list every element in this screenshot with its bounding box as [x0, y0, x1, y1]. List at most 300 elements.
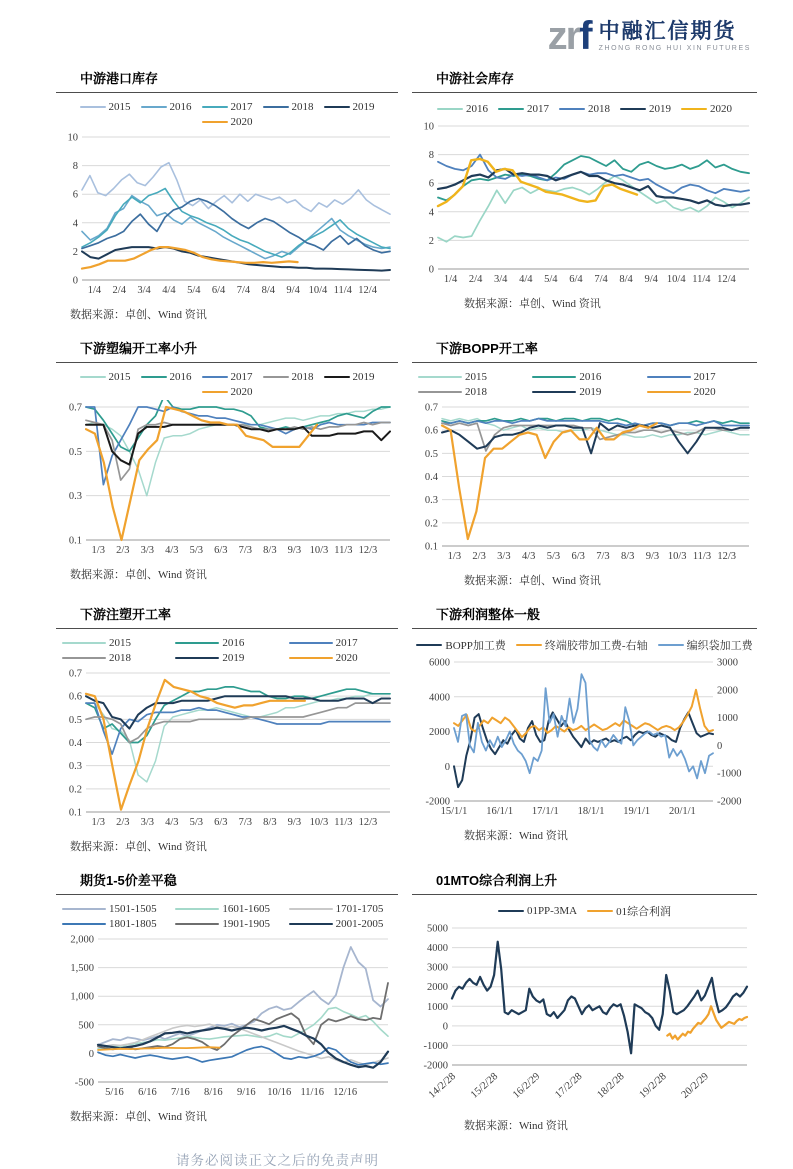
legend-item: [416, 637, 506, 653]
legend-label: 2016: [222, 637, 245, 649]
legend-label: 2020: [230, 386, 253, 398]
svg-text:0.6: 0.6: [424, 425, 438, 437]
chart-title: 下游BOPP开工率: [412, 336, 757, 363]
legend-swatch: [532, 376, 576, 379]
legend-item: [498, 103, 549, 115]
svg-text:2/4: 2/4: [112, 285, 126, 296]
legend-swatch: [324, 376, 350, 379]
legend-label: 2018: [291, 371, 314, 383]
svg-text:500: 500: [78, 1020, 94, 1032]
svg-text:18/2/28: 18/2/28: [595, 1071, 627, 1101]
svg-text:7/3: 7/3: [596, 551, 610, 562]
legend-item: [175, 918, 278, 930]
logo-f-text: f: [579, 14, 591, 58]
svg-text:0.4: 0.4: [424, 472, 438, 483]
chart-legend: [412, 637, 757, 653]
svg-text:15/2/28: 15/2/28: [468, 1071, 501, 1101]
legend-label: 2020: [230, 116, 253, 128]
legend-label: 2015: [108, 371, 131, 383]
svg-text:3/3: 3/3: [497, 551, 511, 562]
svg-text:10: 10: [67, 132, 78, 144]
legend-item: [418, 386, 522, 398]
svg-text:3000: 3000: [427, 962, 448, 974]
legend-item: [62, 918, 165, 930]
legend-label: 2019: [579, 386, 602, 398]
chart-downstream-profit: [412, 602, 757, 854]
chart-plot: [412, 655, 757, 823]
legend-swatch: [289, 908, 333, 911]
chart-futures-1-5-spread: [56, 868, 398, 1133]
legend-label: 1701-1705: [335, 903, 384, 915]
legend-swatch: [647, 376, 691, 379]
svg-text:0.3: 0.3: [68, 491, 82, 503]
legend-swatch: [532, 391, 576, 394]
svg-text:19/2/28: 19/2/28: [637, 1071, 669, 1101]
legend-item: [263, 371, 314, 383]
legend-item: [498, 905, 577, 917]
legend-swatch: [416, 644, 442, 647]
svg-text:0.4: 0.4: [68, 738, 82, 749]
legend-swatch: [658, 644, 684, 647]
legend-item: [289, 652, 392, 664]
svg-text:20/2/29: 20/2/29: [679, 1071, 711, 1101]
svg-text:9/3: 9/3: [645, 551, 660, 562]
svg-text:8/3: 8/3: [620, 551, 635, 562]
legend-label: 2018: [291, 101, 314, 113]
svg-text:18/1/1: 18/1/1: [577, 806, 605, 817]
svg-text:3/4: 3/4: [493, 274, 508, 285]
legend-label: 2017: [230, 371, 253, 383]
svg-text:0.7: 0.7: [424, 402, 438, 414]
svg-text:4000: 4000: [427, 943, 448, 955]
svg-text:14/2/28: 14/2/28: [426, 1071, 459, 1101]
company-logo: [548, 16, 751, 56]
legend-label: 2017: [527, 103, 549, 115]
legend-label: 2016: [579, 371, 602, 383]
svg-text:0.3: 0.3: [424, 495, 438, 507]
svg-text:5/4: 5/4: [187, 285, 201, 296]
svg-text:11/3: 11/3: [692, 551, 712, 562]
svg-text:4/3: 4/3: [165, 545, 179, 556]
svg-text:2000: 2000: [429, 727, 450, 738]
legend-swatch: [175, 923, 219, 926]
svg-text:0: 0: [88, 1048, 94, 1060]
svg-text:9/16: 9/16: [236, 1087, 256, 1098]
svg-text:10/4: 10/4: [308, 285, 328, 296]
svg-text:9/4: 9/4: [644, 274, 658, 285]
legend-item: [587, 903, 671, 919]
chart-port-inventory: [56, 66, 398, 322]
svg-text:8/3: 8/3: [263, 545, 277, 556]
legend-label: 2017: [693, 371, 716, 383]
svg-text:10/3: 10/3: [309, 817, 329, 828]
legend-item: [559, 103, 610, 115]
legend-item: [175, 652, 278, 664]
page-header: [56, 10, 751, 62]
company-name-cn: 中融汇信期货: [598, 20, 737, 43]
legend-label: 2019: [352, 371, 375, 383]
legend-label: 1501-1505: [109, 903, 157, 915]
svg-text:7/16: 7/16: [171, 1087, 190, 1098]
svg-text:0.1: 0.1: [68, 535, 82, 547]
legend-label: 2017: [335, 637, 358, 649]
chart-legend: [412, 371, 757, 398]
legend-swatch: [175, 908, 219, 911]
chart-title: 下游塑编开工率小升: [56, 336, 398, 363]
svg-text:4: 4: [72, 218, 78, 230]
legend-swatch: [62, 657, 106, 660]
chart-plot: [412, 400, 757, 568]
svg-text:6: 6: [72, 189, 78, 201]
svg-text:1/3: 1/3: [447, 551, 462, 562]
svg-text:4000: 4000: [429, 692, 450, 704]
legend-item: [647, 371, 751, 383]
chart-title: 下游利润整体一般: [412, 602, 757, 629]
svg-text:7/3: 7/3: [238, 545, 253, 556]
legend-label: 终端胶带加工费-右轴: [544, 640, 648, 652]
svg-text:12/3: 12/3: [358, 545, 378, 556]
chart-plot: [56, 932, 398, 1104]
svg-text:5/16: 5/16: [105, 1087, 124, 1098]
legend-swatch: [289, 923, 333, 926]
chart-plot: [56, 666, 398, 834]
svg-text:0.6: 0.6: [68, 691, 82, 703]
svg-text:8/3: 8/3: [263, 817, 277, 828]
legend-label: 2001-2005: [335, 918, 384, 930]
legend-label: 编织袋加工费: [686, 640, 753, 652]
chart-plot: [56, 400, 398, 562]
legend-swatch: [263, 106, 289, 109]
legend-swatch: [289, 642, 333, 645]
svg-text:2,000: 2,000: [70, 934, 94, 946]
legend-label: 2018: [109, 652, 131, 664]
svg-text:10: 10: [423, 121, 434, 133]
svg-text:6/16: 6/16: [138, 1087, 157, 1098]
legend-item: [62, 903, 165, 915]
svg-text:6/3: 6/3: [214, 817, 228, 828]
legend-item: [263, 101, 314, 113]
legend-swatch: [647, 391, 691, 394]
legend-swatch: [437, 108, 463, 111]
legend-swatch: [62, 908, 106, 911]
legend-label: 1601-1605: [222, 903, 270, 915]
svg-text:20/1/1: 20/1/1: [668, 806, 696, 817]
legend-swatch: [289, 657, 333, 660]
svg-text:2/4: 2/4: [468, 274, 483, 285]
legend-label: 2015: [108, 101, 131, 113]
legend-swatch: [498, 910, 524, 913]
svg-text:8/16: 8/16: [204, 1087, 223, 1098]
chart-legend: [412, 903, 757, 919]
svg-text:3000: 3000: [717, 657, 738, 669]
legend-label: 2016: [466, 103, 488, 115]
legend-swatch: [80, 376, 106, 379]
svg-text:0.7: 0.7: [68, 668, 82, 680]
chart-legend: [56, 637, 398, 664]
svg-text:0: 0: [444, 761, 450, 773]
svg-text:7/4: 7/4: [594, 274, 608, 285]
disclaimer-text: 请务必阅读正文之后的免责声明: [176, 1153, 379, 1168]
svg-text:2/3: 2/3: [116, 545, 130, 556]
svg-text:6/4: 6/4: [211, 285, 226, 296]
chart-title: 中游港口库存: [56, 66, 398, 93]
svg-text:-1000: -1000: [423, 1040, 448, 1052]
legend-label: 1801-1805: [109, 918, 157, 930]
svg-text:9/4: 9/4: [286, 285, 300, 296]
svg-text:11/3: 11/3: [334, 545, 353, 556]
svg-text:0: 0: [72, 275, 78, 287]
legend-item: [80, 101, 131, 113]
chart-injection-operating-rate: [56, 602, 398, 854]
legend-swatch: [202, 121, 228, 124]
svg-text:-2000: -2000: [423, 1060, 448, 1072]
svg-text:2000: 2000: [427, 982, 448, 994]
chart-plot: [412, 119, 757, 291]
legend-item: [62, 652, 165, 664]
svg-text:17/2/28: 17/2/28: [553, 1071, 585, 1101]
svg-text:4/3: 4/3: [521, 551, 536, 562]
chart-title: 下游注塑开工率: [56, 602, 398, 629]
chart-source: 数据来源：卓创、Wind 资讯: [70, 569, 207, 581]
legend-item: [324, 371, 375, 383]
legend-label: 2018: [465, 386, 487, 398]
svg-text:6/3: 6/3: [571, 551, 585, 562]
legend-item: [202, 116, 253, 128]
chart-social-inventory: [412, 66, 757, 322]
svg-text:8: 8: [428, 150, 434, 162]
legend-label: 2016: [169, 371, 192, 383]
logo-names: [599, 20, 751, 52]
logo-mark: [548, 16, 591, 56]
svg-text:2000: 2000: [717, 685, 738, 697]
legend-label: BOPP加工费: [445, 640, 506, 652]
legend-item: [532, 371, 636, 383]
svg-text:16/2/29: 16/2/29: [511, 1071, 543, 1101]
svg-text:1000: 1000: [427, 1001, 448, 1013]
chart-legend: [56, 101, 398, 128]
svg-text:12/16: 12/16: [333, 1087, 358, 1098]
company-name-en: ZHONG RONG HUI XIN FUTURES: [598, 45, 751, 52]
logo-zr-text: zr: [547, 14, 580, 58]
svg-text:12/4: 12/4: [358, 285, 377, 296]
legend-swatch: [681, 108, 707, 111]
legend-item: [647, 386, 751, 398]
chart-source: 数据来源：卓创、Wind 资讯: [70, 841, 207, 853]
legend-item: [681, 103, 732, 115]
svg-text:10/3: 10/3: [309, 545, 329, 556]
svg-text:17/1/1: 17/1/1: [531, 806, 559, 817]
svg-text:-2000: -2000: [425, 796, 450, 808]
svg-text:5/3: 5/3: [189, 817, 204, 828]
legend-item: [516, 637, 648, 653]
svg-text:1000: 1000: [717, 713, 738, 725]
legend-label: 2019: [352, 101, 375, 113]
svg-text:8/4: 8/4: [261, 285, 276, 296]
svg-text:4/3: 4/3: [165, 817, 179, 828]
svg-text:0: 0: [717, 740, 723, 752]
legend-item: [532, 386, 636, 398]
svg-text:1/3: 1/3: [91, 817, 105, 828]
legend-swatch: [80, 106, 106, 109]
legend-swatch: [141, 376, 167, 379]
svg-text:6/4: 6/4: [569, 274, 583, 285]
svg-text:0.1: 0.1: [68, 807, 82, 819]
legend-swatch: [559, 108, 585, 111]
svg-text:0.2: 0.2: [68, 784, 82, 796]
legend-label: 2020: [710, 103, 732, 115]
legend-swatch: [175, 657, 219, 660]
svg-text:9/3: 9/3: [287, 817, 302, 828]
svg-text:-2000: -2000: [717, 796, 742, 808]
svg-text:12/4: 12/4: [717, 274, 736, 285]
chart-legend: [56, 371, 398, 398]
svg-text:7/4: 7/4: [236, 285, 251, 296]
legend-swatch: [498, 108, 524, 111]
svg-text:4/4: 4/4: [519, 274, 533, 285]
legend-swatch: [263, 376, 289, 379]
chart-source: 数据来源：卓创、Wind 资讯: [464, 298, 601, 310]
chart-source: 数据来源：Wind 资讯: [464, 830, 568, 842]
svg-text:5/3: 5/3: [189, 545, 204, 556]
svg-text:0.1: 0.1: [424, 541, 438, 553]
legend-swatch: [62, 923, 106, 926]
svg-text:9/3: 9/3: [287, 545, 302, 556]
legend-item: [202, 371, 253, 383]
legend-item: [80, 371, 131, 383]
svg-text:6000: 6000: [429, 657, 450, 669]
svg-text:16/1/1: 16/1/1: [486, 806, 514, 817]
chart-title: 中游社会库存: [412, 66, 757, 93]
legend-swatch: [202, 376, 228, 379]
legend-label: 2020: [693, 386, 716, 398]
legend-item: [658, 637, 753, 653]
chart-legend: [412, 101, 757, 117]
svg-text:15/1/1: 15/1/1: [440, 806, 468, 817]
svg-text:0: 0: [428, 264, 434, 276]
svg-text:11/4: 11/4: [333, 285, 352, 296]
svg-text:12/3: 12/3: [358, 817, 378, 828]
legend-label: 1901-1905: [222, 918, 270, 930]
legend-item: [418, 371, 522, 383]
legend-item: [202, 386, 253, 398]
legend-swatch: [202, 391, 228, 394]
legend-swatch: [324, 106, 350, 109]
chart-plot: [56, 130, 398, 302]
chart-title: 期货1-5价差平稳: [56, 868, 398, 895]
chart-source: 数据来源：卓创、Wind 资讯: [70, 1111, 207, 1123]
chart-title: 01MTO综合利润上升: [412, 868, 757, 895]
svg-text:10/4: 10/4: [666, 274, 686, 285]
legend-label: 2018: [588, 103, 610, 115]
legend-label: 01PP-3MA: [526, 905, 578, 917]
legend-item: [620, 103, 671, 115]
legend-swatch: [587, 910, 613, 913]
legend-item: [141, 371, 192, 383]
legend-item: [437, 103, 488, 115]
chart-suibian-operating-rate: [56, 336, 398, 588]
legend-swatch: [175, 642, 219, 645]
svg-text:3/3: 3/3: [140, 545, 155, 556]
legend-label: 2016: [169, 101, 192, 113]
svg-text:6: 6: [428, 178, 434, 190]
legend-item: [289, 903, 392, 915]
svg-text:11/3: 11/3: [334, 817, 353, 828]
svg-text:-1000: -1000: [717, 768, 742, 780]
chart-plot: [412, 921, 757, 1113]
legend-label: 2019: [649, 103, 671, 115]
svg-text:1/4: 1/4: [443, 274, 458, 285]
svg-text:1,500: 1,500: [70, 963, 94, 975]
svg-text:7/3: 7/3: [238, 817, 253, 828]
legend-swatch: [141, 106, 167, 109]
svg-text:19/1/1: 19/1/1: [623, 806, 651, 817]
legend-item: [62, 637, 165, 649]
svg-text:2: 2: [428, 235, 434, 247]
legend-item: [175, 637, 278, 649]
legend-label: 2019: [222, 652, 245, 664]
legend-label: 2015: [465, 371, 487, 383]
svg-text:4: 4: [428, 207, 434, 219]
legend-label: 2020: [335, 652, 358, 664]
chart-source: 数据来源：Wind 资讯: [464, 1120, 568, 1132]
legend-swatch: [620, 108, 646, 111]
svg-text:2: 2: [72, 246, 78, 258]
svg-text:1/4: 1/4: [87, 285, 102, 296]
legend-swatch: [62, 642, 106, 645]
svg-text:3/3: 3/3: [140, 817, 155, 828]
svg-text:0.5: 0.5: [68, 446, 82, 458]
svg-text:1/3: 1/3: [91, 545, 105, 556]
svg-text:0.2: 0.2: [424, 518, 438, 530]
chart-mto-profit: [412, 868, 757, 1133]
chart-legend: [56, 903, 398, 930]
svg-text:11/4: 11/4: [692, 274, 711, 285]
svg-text:2/3: 2/3: [116, 817, 130, 828]
legend-swatch: [418, 376, 462, 379]
legend-label: 2017: [230, 101, 253, 113]
svg-text:10/16: 10/16: [267, 1087, 292, 1098]
legend-item: [175, 903, 278, 915]
svg-text:5/3: 5/3: [546, 551, 561, 562]
svg-text:0.5: 0.5: [424, 448, 438, 460]
charts-grid: [56, 66, 751, 1147]
legend-item: [141, 101, 192, 113]
chart-bopp-operating-rate: [412, 336, 757, 588]
svg-text:10/3: 10/3: [667, 551, 687, 562]
legend-label: 01综合利润: [616, 906, 672, 918]
svg-text:8: 8: [72, 161, 78, 173]
legend-swatch: [202, 106, 228, 109]
svg-text:0.5: 0.5: [68, 714, 82, 726]
svg-text:8/4: 8/4: [619, 274, 633, 285]
legend-label: 2015: [109, 637, 131, 649]
svg-text:12/3: 12/3: [717, 551, 737, 562]
legend-swatch: [418, 391, 462, 394]
svg-text:-500: -500: [74, 1077, 94, 1089]
svg-text:0.7: 0.7: [68, 402, 82, 414]
svg-text:4/4: 4/4: [162, 285, 176, 296]
svg-text:5000: 5000: [427, 923, 448, 935]
chart-source: 数据来源：卓创、Wind 资讯: [70, 309, 207, 321]
legend-item: [289, 637, 392, 649]
svg-text:6/3: 6/3: [214, 545, 228, 556]
legend-swatch: [516, 644, 542, 647]
svg-text:11/16: 11/16: [300, 1087, 324, 1098]
legend-item: [289, 918, 392, 930]
svg-text:2/3: 2/3: [472, 551, 486, 562]
chart-source: 数据来源：卓创、Wind 资讯: [464, 575, 601, 587]
svg-text:1,000: 1,000: [70, 991, 94, 1003]
